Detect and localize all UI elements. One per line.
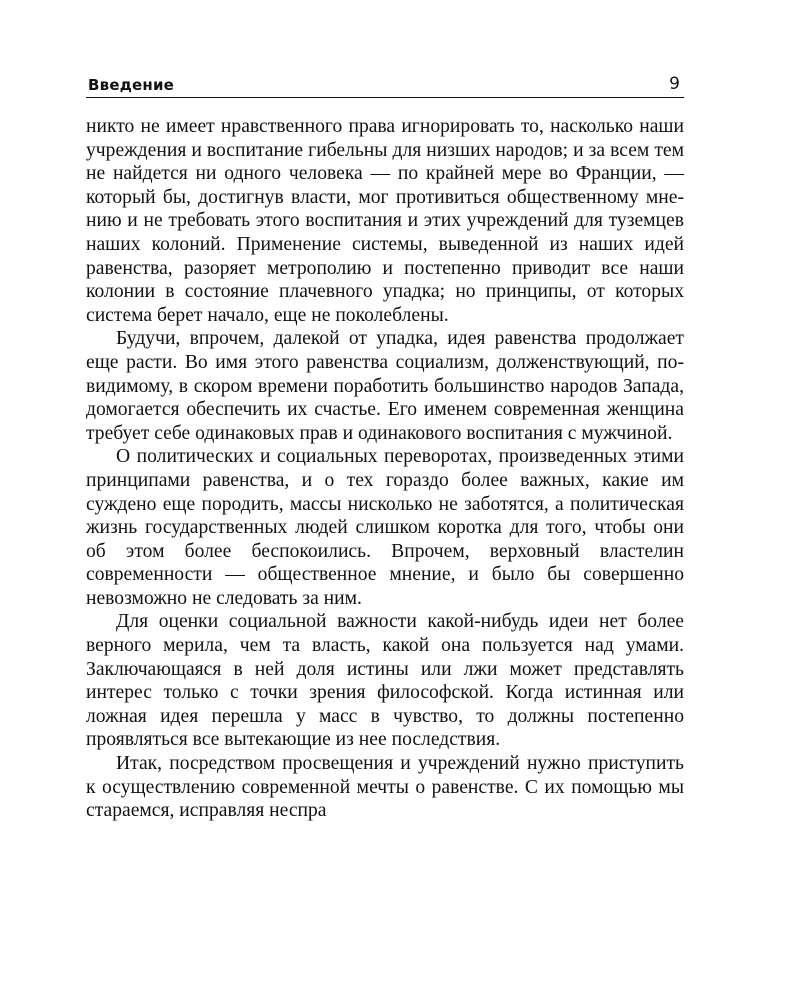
paragraph: О политических и социальных переворотах, произведенных этими принципами равенства, и о тех гораздо более важных, какие им суждено еще породить, массы нисколько не заботятся, а политическая жизнь государственных людей слишком коротка для того, чтобы они об этом более беспокоились. Впрочем, верховный властелин современности — общественное мнение, и было бы совершенно невозможно не следовать за ним. [86,446,684,609]
page-number: 9 [669,74,680,94]
section-title: Введение [88,76,175,94]
book-page [86,72,684,823]
paragraph: Итак, посредством просвещения и учреждений нужно приступить к осуществлению современной мечты о равенстве. С их помощью мы стараемся, исправляя неспра [86,753,684,822]
paragraph: Для оценки социальной важности какой-нибудь идеи нет более верного мерила, чем та власть, какой она пользуется над умами. Заключающаяся в ней доля истины или лжи может представлять интерес только с точки зрения философской. Когда истинная или ложная идея перешла у масс в чувство, то должны постепенно проявляться все вытекающие из нее последствия. [86,611,684,751]
paragraph: Будучи, впрочем, далекой от упадка, идея равенства продолжает еще расти. Во имя этого равенства социализм, долженствующий, по-видимому, в скором времени поработить большинство народов Запада, домогается обеспечить их счастье. Его именем современная женщина требует себе одинаковых прав и одинакового воспитания с мужчиной. [86,328,684,444]
body-text [86,115,684,823]
running-header [86,72,684,98]
paragraph-continued: никто не имеет нравственного права игнорировать то, насколько наши учреждения и воспитание гибельны для низших народов; и за всем тем не найдется ни одного человека — по крайней мере во Франции, — который бы, достигнув власти, мог противиться общественному мнению и не требовать этого воспитания и этих учреждений для туземцев наших колоний. Применение системы, выведенной из наших идей равенства, разоряет метрополию и постепенно приводит все наши колонии в состояние плачевного упадка; но принципы, от которых система берет начало, еще не поколеблены. [86,116,684,326]
